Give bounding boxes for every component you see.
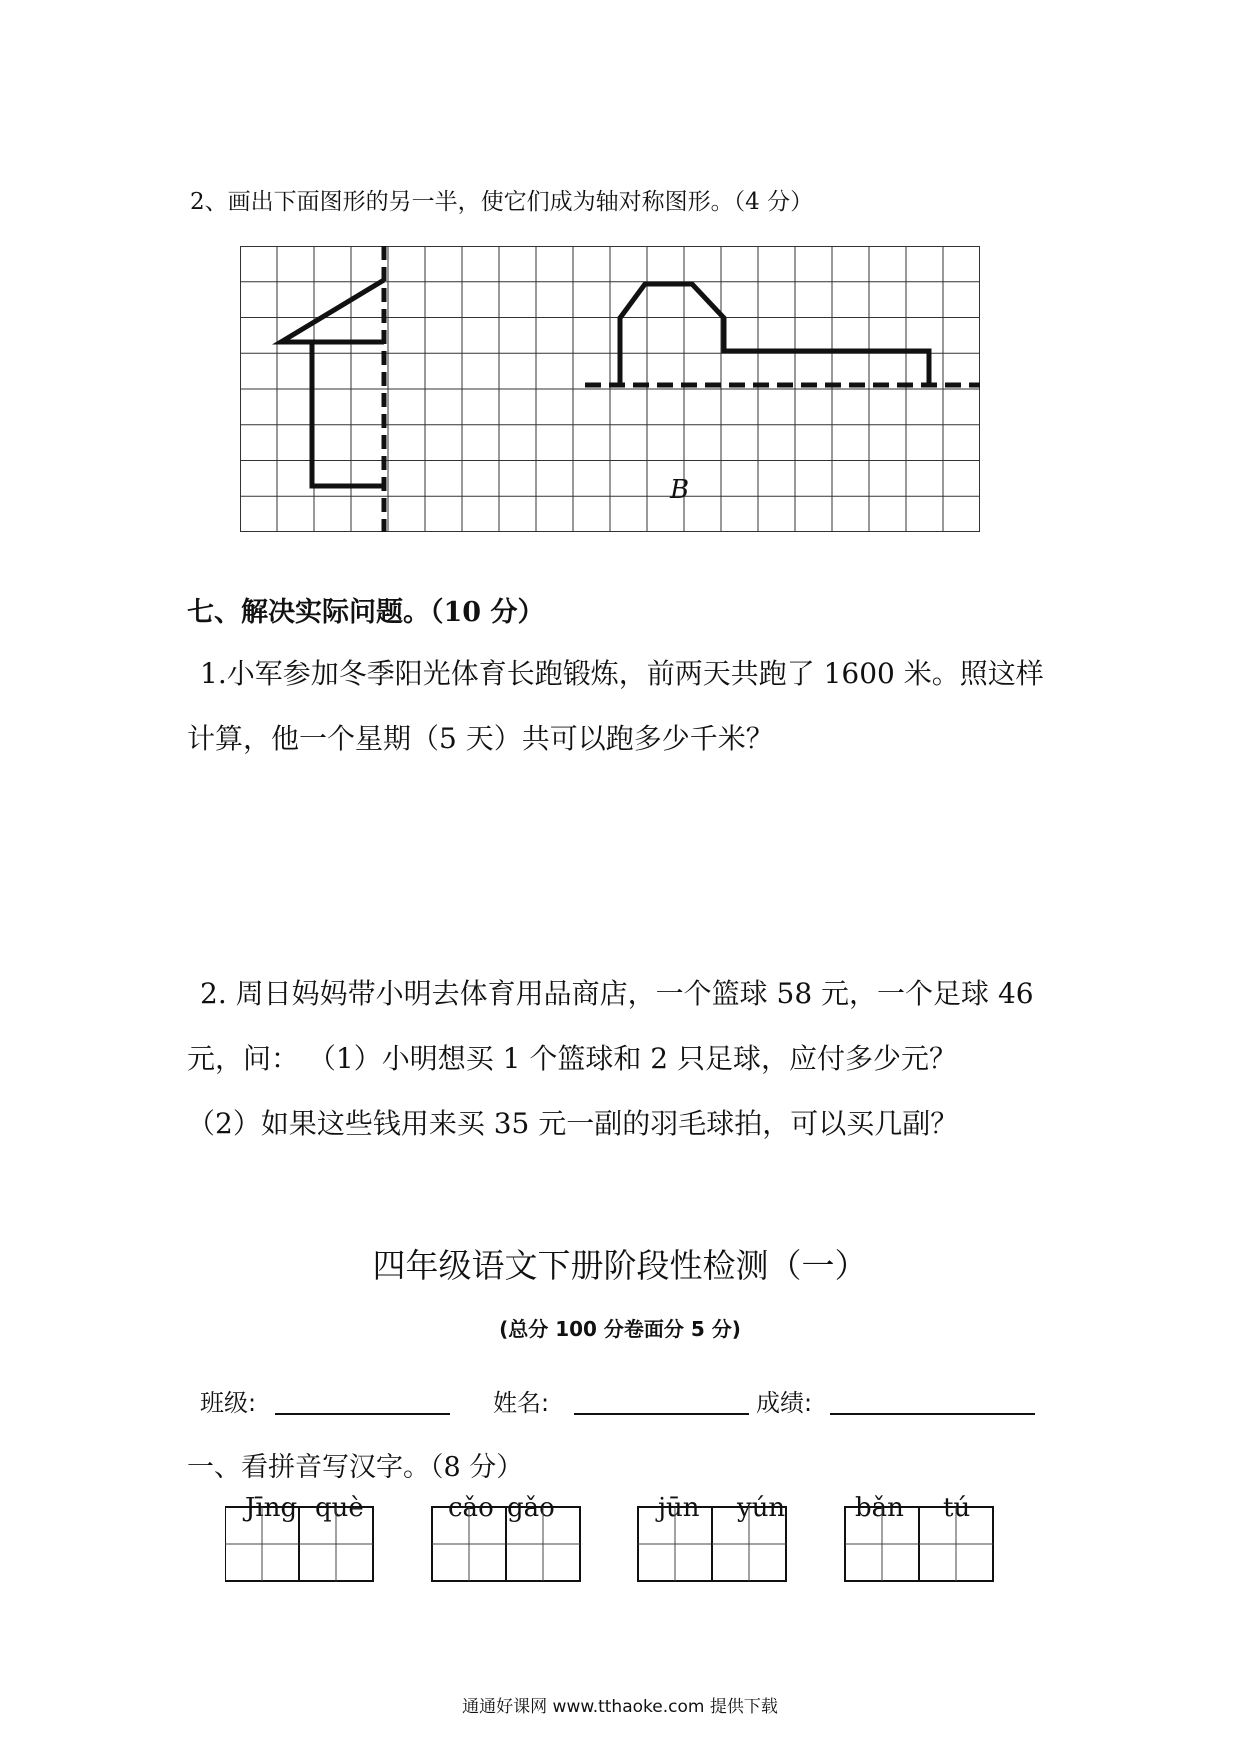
exam-subtitle: (总分 100 分卷面分 5 分) — [499, 1317, 741, 1341]
grid-label-b: B — [670, 475, 690, 505]
left-half-rectangle — [312, 342, 384, 486]
symmetry-grid-figure — [240, 246, 980, 532]
writing-boxes — [225, 1505, 995, 1585]
problem-1-line-1: 1.小军参加冬季阳光体育长跑锻炼，前两天共跑了 1600 米。照这样 — [200, 657, 1044, 690]
problem-2-line-2: 元，问： （1）小明想买 1 个篮球和 2 只足球，应付多少元？ — [187, 1042, 957, 1075]
class-blank[interactable] — [275, 1413, 450, 1415]
score-label: 成绩: — [756, 1389, 813, 1417]
left-half-figure — [281, 280, 384, 342]
pinyin-1b: què — [315, 1493, 364, 1523]
exam-title: 四年级语文下册阶段性检测（一） — [372, 1246, 868, 1285]
pinyin-3a: jūn — [658, 1493, 700, 1523]
name-label: 姓名: — [493, 1389, 550, 1417]
footer-text: 通通好课网 www.tthaoke.com 提供下载 — [462, 1697, 778, 1717]
grid-lines — [240, 246, 980, 532]
class-label: 班级: — [200, 1389, 257, 1417]
section-7-heading: 七、解决实际问题。（10 分） — [187, 597, 545, 628]
pinyin-4b: tú — [943, 1493, 971, 1523]
section-1-heading: 一、看拼音写汉字。（8 分） — [187, 1452, 524, 1483]
pinyin-3b: yún — [737, 1493, 786, 1523]
name-blank[interactable] — [574, 1413, 749, 1415]
question-2-text: 2、画出下面图形的另一半，使它们成为轴对称图形。（4 分） — [190, 189, 814, 215]
pinyin-1a: Jīng — [245, 1493, 298, 1523]
pinyin-4a: bǎn — [855, 1493, 904, 1523]
problem-2-line-3: （2）如果这些钱用来买 35 元一副的羽毛球拍，可以买几副？ — [187, 1107, 959, 1140]
problem-1-line-2: 计算，他一个星期（5 天）共可以跑多少千米？ — [187, 722, 774, 755]
pinyin-2a: cǎo — [448, 1493, 494, 1523]
pinyin-2b: gǎo — [507, 1493, 555, 1523]
score-blank[interactable] — [830, 1413, 1035, 1415]
problem-2-line-1: 2. 周日妈妈带小明去体育用品商店，一个篮球 58 元，一个足球 46 — [200, 977, 1034, 1010]
right-half-figure — [620, 284, 929, 385]
